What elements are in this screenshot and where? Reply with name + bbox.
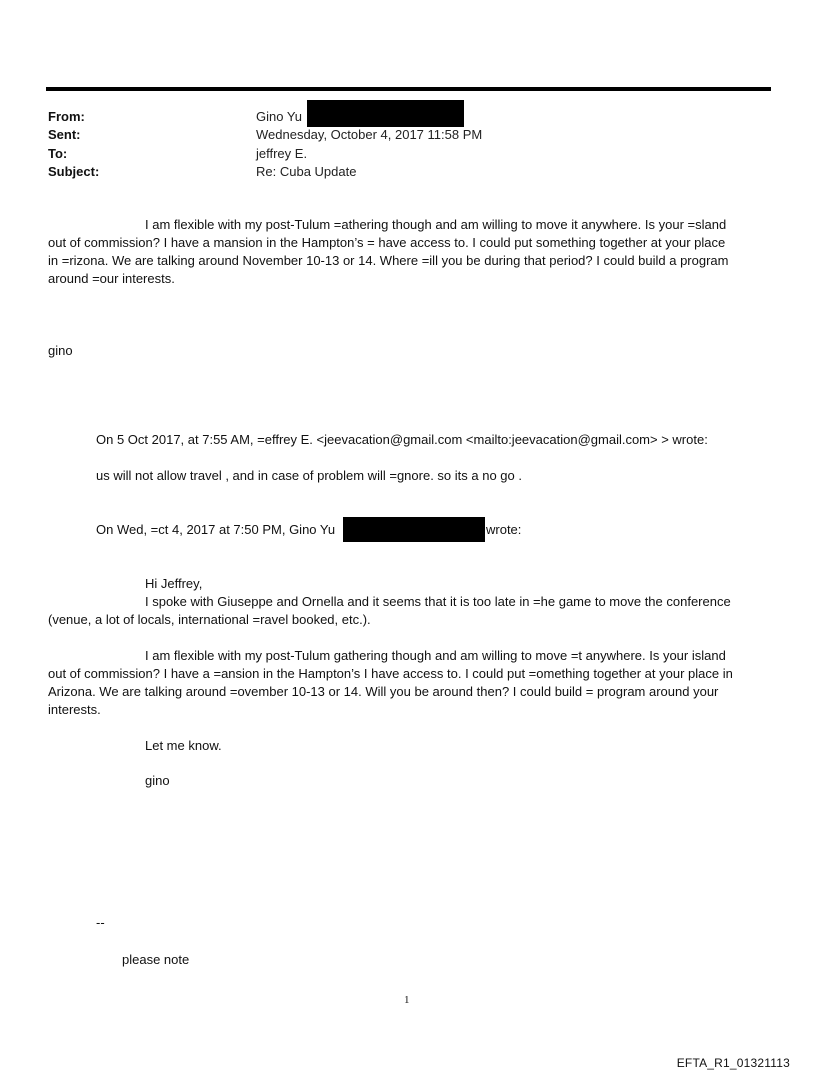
redaction-box [307,100,464,127]
quote2-p2-line-1: I am flexible with my post-Tulum gathering though and am willing to move =t anywhere. Is your island [145,648,726,663]
body-line-4: around =our interests. [48,271,175,286]
body-line-1: I am flexible with my post-Tulum =athering though and am willing to move it anywhere. Is your =sland [145,217,727,232]
bates-number: EFTA_R1_01321113 [676,1056,790,1070]
to-label: To: [48,146,68,161]
sent-value: Wednesday, October 4, 2017 11:58 PM [256,127,483,142]
body-line-3: in =rizona. We are talking around November 10-13 or 14. Where =ill you be during that period? I could build a program [48,253,729,268]
quote1-header: On 5 Oct 2017, at 7:55 AM, =effrey E. <jeevacation@gmail.com <mailto:jeevacation@gmail.com> > wrote: [96,432,708,447]
from-value: Gino Yu [256,109,303,124]
quote2-p2-line-4: interests. [48,702,101,717]
please-note: please note [122,952,190,967]
body-line-2: out of commission? I have a mansion in the Hampton’s = have access to. I could put something together at your place [48,235,726,250]
signature-dashes: -- [96,915,105,930]
quote2-header-prefix: On Wed, =ct 4, 2017 at 7:50 PM, Gino Yu [96,522,336,537]
page-number: 1 [404,994,410,1006]
quote2-closing: Let me know. [145,738,222,753]
quote2-p2-line-2: out of commission? I have a =ansion in the Hampton’s I have access to. I could put =omething together at your place in [48,666,733,681]
quote2-p1-line-1: I spoke with Giuseppe and Ornella and it seems that it is too late in =he game to move the conference [145,594,731,609]
quote2-p1-line-2: (venue, a lot of locals, international =ravel booked, etc.). [48,612,371,627]
subject-value: Re: Cuba Update [256,164,357,179]
redaction-box [343,517,485,542]
header-rule [46,87,771,91]
quote2-signoff: gino [145,773,170,788]
subject-label: Subject: [48,164,100,179]
sent-label: Sent: [48,127,81,142]
body-signoff: gino [48,343,73,358]
from-label: From: [48,109,85,124]
quote2-p2-line-3: Arizona. We are talking around =ovember 10-13 or 14. Will you be around then? I could build = program around your [48,684,719,699]
quote2-header-suffix: wrote: [486,522,522,537]
quote2-greeting: Hi Jeffrey, [145,576,203,591]
quote1-text: us will not allow travel , and in case of problem will =gnore. so its a no go . [96,468,522,483]
to-value: jeffrey E. [256,146,308,161]
